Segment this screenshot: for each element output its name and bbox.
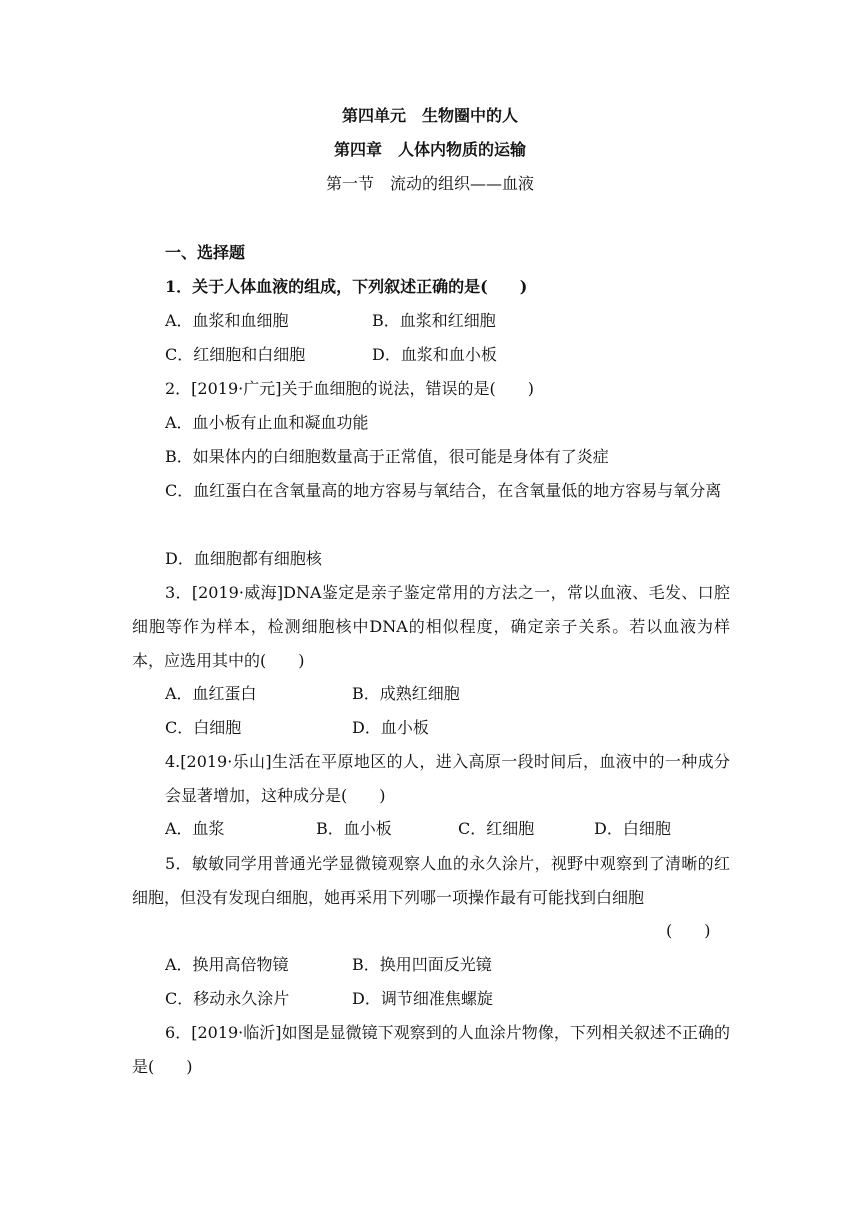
question-4-stem: 4.[2019·乐山]生活在平原地区的人，进入高原一段时间后，血液中的一种成分会显著增加，这种成分是( ) [165,752,730,805]
question-1-stem: 1．关于人体血液的组成，下列叙述正确的是( ) [165,277,528,296]
question-4-option-a: A．血浆 [165,819,225,838]
question-2-stem: 2．[2019·广元]关于血细胞的说法，错误的是( ) [165,379,534,398]
question-1-option-b: B．血浆和红细胞 [372,311,496,330]
question-4-stem-block [132,745,730,813]
question-1-option-c: C．红细胞和白细胞 [165,345,306,364]
question-3-stem: 3．[2019·威海]DNA鉴定是亲子鉴定常用的方法之一，常以血液、毛发、口腔细胞等作为样本，检测细胞核中DNA的相似程度，确定亲子关系。若以血液为样本，应选用其中的( ) [132,583,730,670]
question-4-option-b: B．血小板 [316,819,392,838]
section-heading: 一、选择题 [165,243,246,262]
question-1-option-d: D．血浆和血小板 [372,345,497,364]
question-5-option-b: B．换用凹面反光镜 [352,955,492,974]
question-2-option-b: B．如果体内的白细胞数量高于正常值，很可能是身体有了炎症 [165,447,609,466]
question-5-option-d: D．调节细准焦螺旋 [352,989,493,1008]
unit-title: 第四单元 生物圈中的人 [341,106,518,125]
question-5-stem: 5．敏敏同学用普通光学显微镜观察人血的永久涂片，视野中观察到了清晰的红细胞，但没有发现白细胞，她再采用下列哪一项操作最有可能找到白细胞 [132,854,730,907]
question-5-option-c: C．移动永久涂片 [165,989,290,1008]
question-4-option-d: D．白细胞 [594,819,671,838]
question-4-option-c: C．红细胞 [458,819,535,838]
question-6-stem: 6．[2019·临沂]如图是显微镜下观察到的人血涂片物像，下列相关叙述不正确的是( ) [132,1023,730,1076]
chapter-title: 第四章 人体内物质的运输 [333,140,526,159]
question-3-option-c: C．白细胞 [165,718,242,737]
section-title: 第一节 流动的组织——血液 [325,174,534,193]
question-5-answer-paren: ( ) [666,921,711,940]
question-2-option-c: C．血红蛋白在含氧量高的地方容易与氧结合，在含氧量低的地方容易与氧分离 [165,481,722,500]
question-3-option-a: A．血红蛋白 [165,684,257,703]
question-3-option-d: D．血小板 [352,718,429,737]
question-3-option-b: B．成熟红细胞 [352,684,460,703]
question-2-option-d: D．血细胞都有细胞核 [165,549,322,568]
question-5-option-a: A．换用高倍物镜 [165,955,289,974]
question-2-option-a: A．血小板有止血和凝血功能 [165,413,369,432]
question-1-option-a: A．血浆和血细胞 [165,311,289,330]
